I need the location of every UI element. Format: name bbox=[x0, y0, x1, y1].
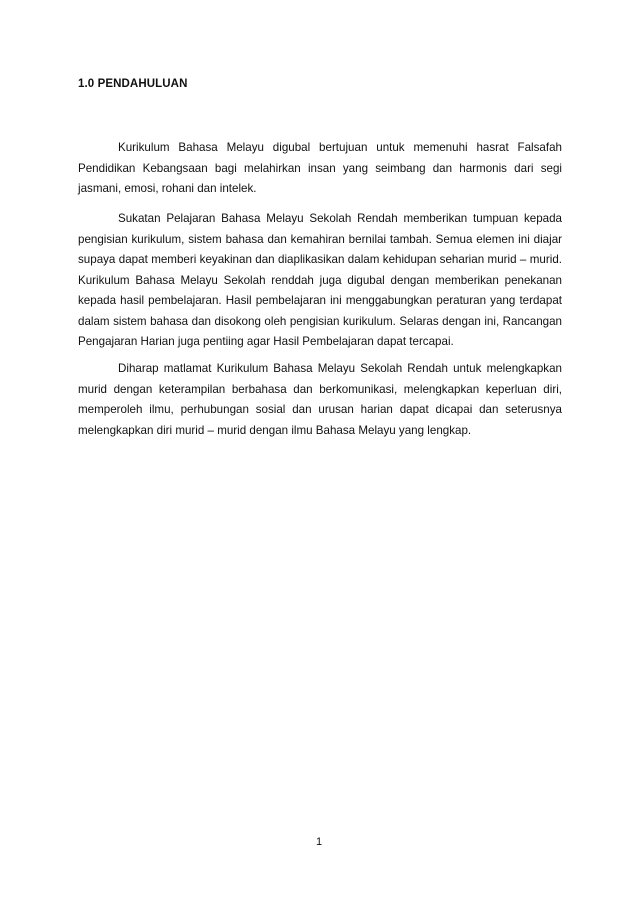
section-heading: 1.0 PENDAHULUAN bbox=[78, 78, 188, 90]
page-number: 1 bbox=[315, 836, 323, 848]
paragraph-1: Kurikulum Bahasa Melayu digubal bertujuan untuk memenuhi hasrat Falsafah Pendidikan Kebangsaan bagi melahirkan insan yang seimbang dan harmonis dari segi jasmani, emosi, rohani dan intelek. bbox=[78, 141, 562, 195]
paragraph-2: Sukatan Pelajaran Bahasa Melayu Sekolah Rendah memberikan tumpuan kepada pengisian kurikulum, sistem bahasa dan kemahiran bernilai tambah. Semua elemen ini diajar supaya dapat memberi keyakinan dan diaplikasikan dalam kehidupan seharian murid – murid. Kurikulum Bahasa Melayu Sekolah renddah juga digubal dengan memberikan penekanan kepada hasil pembelajaran. Hasil pembelajaran ini menggabungkan peraturan yang terdapat dalam sistem bahasa dan disokong oleh pengisian kurikulum. Selaras dengan ini, Rancangan Pengajaran Harian juga pentiing agar Hasil Pembelajaran dapat tercapai. bbox=[78, 212, 562, 348]
paragraph-3: Diharap matlamat Kurikulum Bahasa Melayu Sekolah Rendah untuk melengkapkan murid dengan keterampilan berbahasa dan berkomunikasi, melengkapkan keperluan diri, memperoleh ilmu, perhubungan sosial dan urusan harian dapat dicapai dan seterusnya melengkapkan diri murid – murid dengan ilmu Bahasa Melayu yang lengkap. bbox=[78, 362, 562, 437]
